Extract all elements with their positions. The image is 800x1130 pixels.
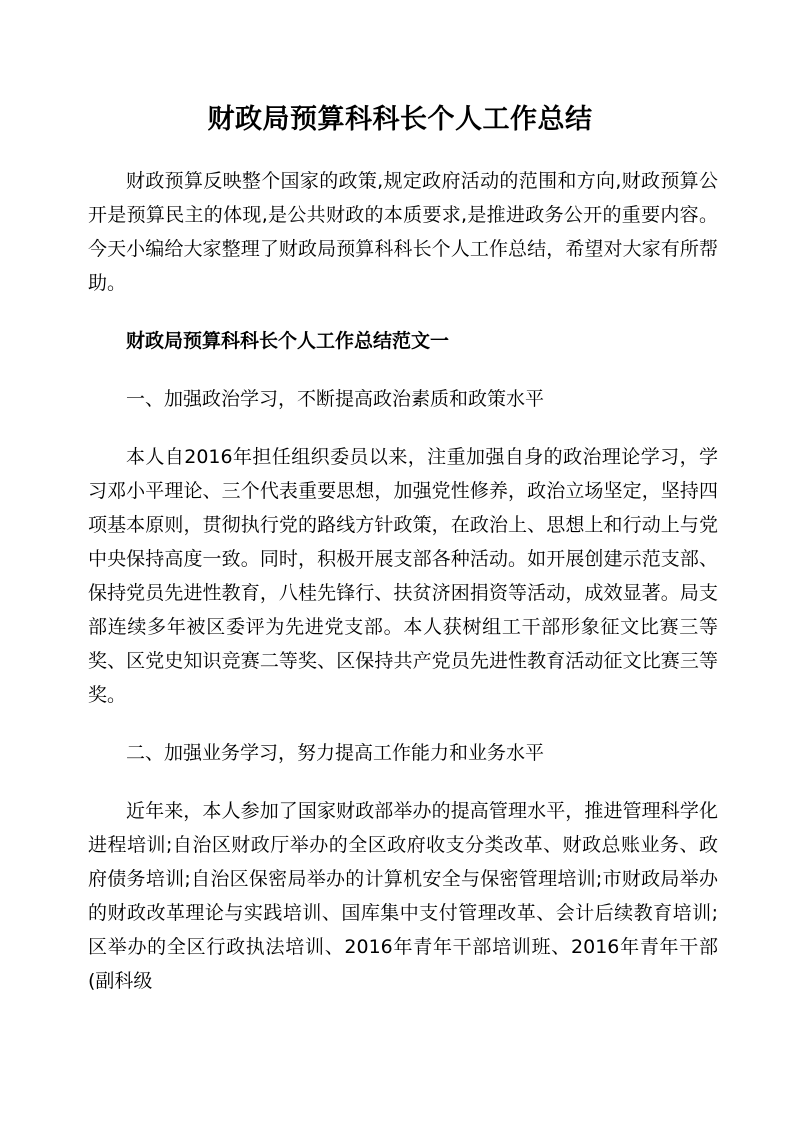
intro-paragraph: 财政预算反映整个国家的政策,规定政府活动的范围和方向,财政预算公开是预算民主的体现,是公共财政的本质要求,是推进政务公开的重要内容。今天小编给大家整理了财政局预算科科长个人工作总结，希望对大家有所帮助。 xyxy=(88,170,718,294)
section-heading-2: 二、加强业务学习，努力提高工作能力和业务水平 xyxy=(126,742,545,764)
document-body xyxy=(88,164,718,1022)
section-heading-1: 一、加强政治学习，不断提高政治素质和政策水平 xyxy=(126,388,545,410)
section-body-2: 近年来，本人参加了国家财政部举办的提高管理水平，推进管理科学化进程培训;自治区财政厅举办的全区政府收支分类改革、财政总账业务、政府债务培训;自治区保密局举办的计算机安全与保密管理培训;市财政局举办的财政改革理论与实践培训、国库集中支付管理改革、会计后续教育培训;区举办的全区行政执法培训、2016年青年干部培训班、2016年青年干部(副科级 xyxy=(88,800,718,992)
sample-heading: 财政局预算科科长个人工作总结范文一 xyxy=(126,330,450,352)
section-body-1: 本人自2016年担任组织委员以来，注重加强自身的政治理论学习，学习邓小平理论、三个代表重要思想，加强党性修养，政治立场坚定，坚持四项基本原则，贯彻执行党的路线方针政策，在政治上、思想上和行动上与党中央保持高度一致。同时，积极开展支部各种活动。如开展创建示范支部、保持党员先进性教育，八桂先锋行、扶贫济困捐资等活动，成效显著。局支部连续多年被区委评为先进党支部。本人获树组工干部形象征文比赛三等奖、区党史知识竞赛二等奖、区保持共产党员先进性教育活动征文比赛三等奖。 xyxy=(88,446,718,706)
document-title: 财政局预算科科长个人工作总结 xyxy=(207,104,593,135)
